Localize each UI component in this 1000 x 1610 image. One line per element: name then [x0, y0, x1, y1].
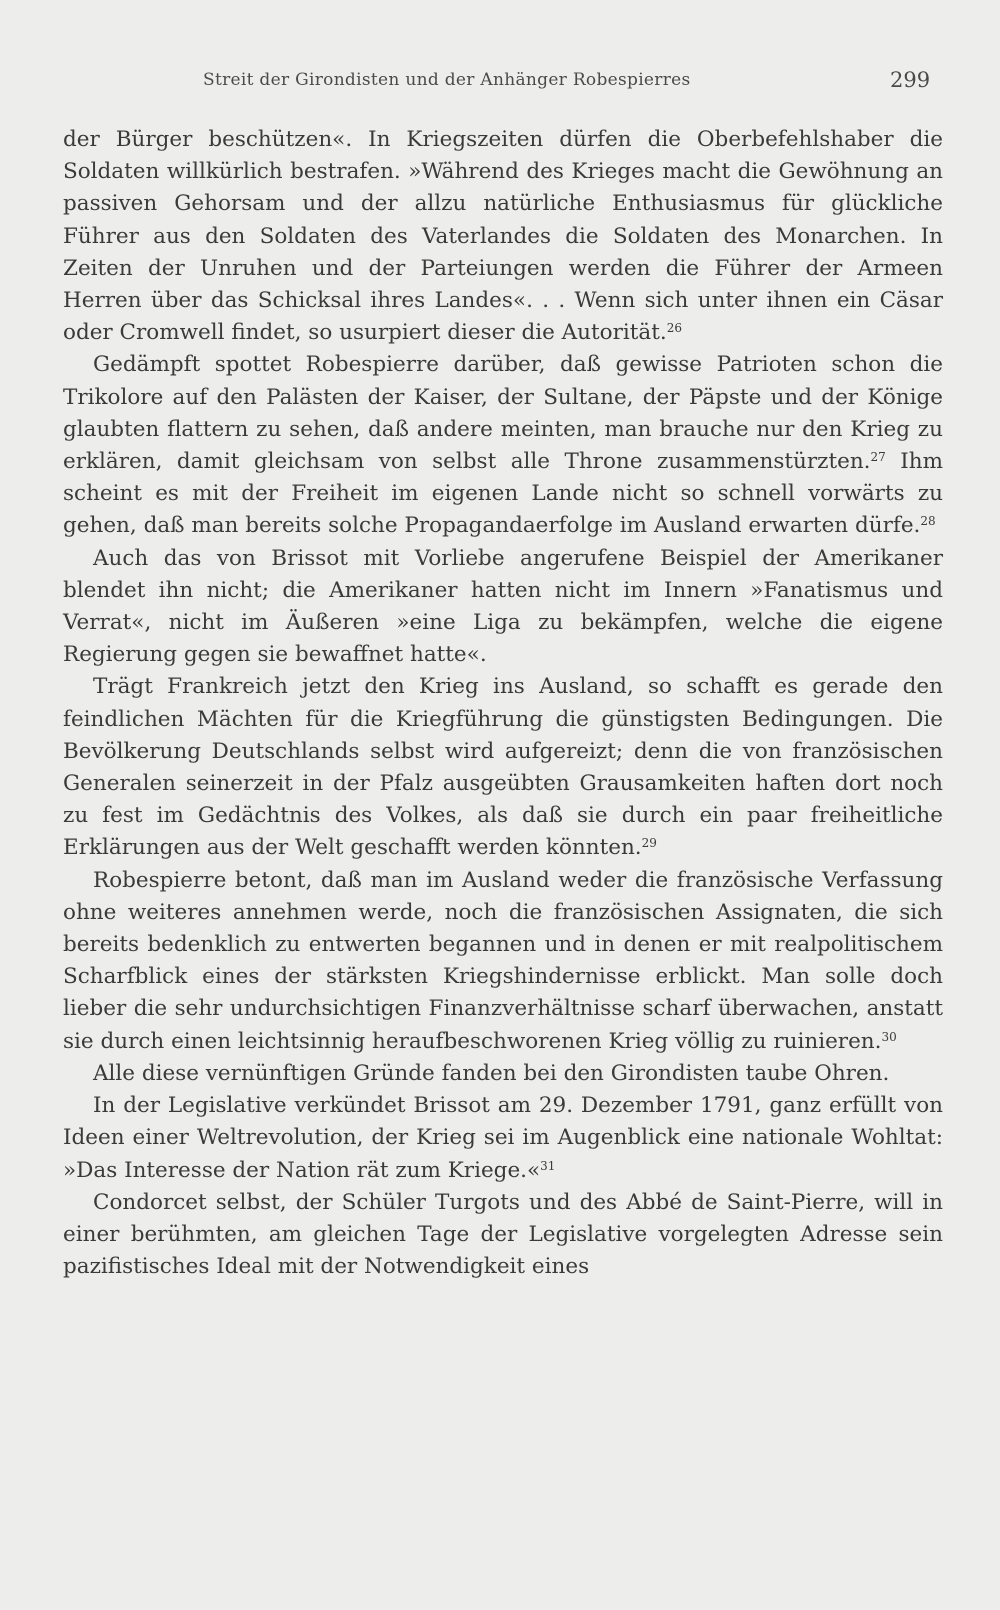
footnote-ref: 30	[881, 1029, 897, 1044]
body-text	[63, 124, 943, 1283]
page-number: 299	[890, 68, 931, 92]
paragraph-text: Condorcet selbst, der Schüler Turgots und des Abbé de Saint-Pierre, will in einer berühmten, am gleichen Tage der Legislative vorgelegten Adresse sein pazifistisches Ideal mit der Notwendigkeit eines	[63, 1189, 943, 1280]
paragraph-text: der Bürger beschützen«. In Kriegszeiten dürfen die Oberbefehlshaber die Soldaten willkürlich bestrafen. »Während des Krieges macht die Gewöhnung an passiven Gehorsam und der allzu natürliche Enthusiasmus für glückliche Führer aus den Soldaten des Vaterlandes die Soldaten des Monarchen. In Zeiten der Unruhen und der Parteiungen werden die Führer der Armeen Herren über das Schicksal ihres Landes«. . . Wenn sich unter ihnen ein Cäsar oder Cromwell findet, so usurpiert dieser die Autorität.	[63, 127, 943, 346]
paragraph-5	[63, 865, 943, 1058]
paragraph-3	[63, 543, 943, 672]
paragraph-8	[63, 1187, 943, 1284]
paragraph-7	[63, 1090, 943, 1187]
footnote-ref: 28	[920, 514, 936, 529]
paragraph-text: In der Legislative verkündet Brissot am 29. Dezember 1791, ganz erfüllt von Ideen einer Weltrevolution, der Krieg sei im Augenblick eine nationale Wohltat: »Das Interesse der Nation rät zum Kriege.«	[63, 1093, 943, 1183]
paragraph-text: Alle diese vernünftigen Gründe fanden bei den Girondisten taube Ohren.	[93, 1060, 890, 1086]
footnote-ref: 26	[666, 321, 682, 336]
paragraph-text: Trägt Frankreich jetzt den Krieg ins Ausland, so schafft es gerade den feindlichen Mächten für die Kriegführung die günstigsten Bedingungen. Die Bevölkerung Deutschlands selbst wird aufgereizt; denn die von französischen Generalen seinerzeit in der Pfalz ausgeübten Grausamkeiten haften dort noch zu fest im Gedächtnis des Volkes, als daß sie durch ein paar freiheitliche Erklärungen aus der Welt geschafft werden könnten.	[63, 674, 943, 861]
paragraph-text: Auch das von Brissot mit Vorliebe angerufene Beispiel der Amerikaner blendet ihn nicht; die Amerikaner hatten nicht im Innern »Fanatismus und Verrat«, nicht im Äußeren »eine Liga zu bekämpfen, welche die eigene Regierung gegen sie bewaffnet hatte«.	[63, 545, 943, 668]
footnote-ref: 29	[641, 836, 657, 851]
paragraph-1	[63, 124, 943, 349]
paragraph-text: Robespierre betont, daß man im Ausland weder die französische Verfassung ohne weiteres annehmen werde, noch die französischen Assignaten, die sich bereits bedenklich zu entwerten begannen und in denen er mit realpolitischem Scharfblick eines der stärksten Kriegshindernisse erblickt. Man solle doch lieber die sehr undurchsichtigen Finanzverhältnisse scharf überwachen, anstatt sie durch einen leichtsinnig heraufbeschworenen Krieg völlig zu ruinieren.	[63, 867, 943, 1054]
paragraph-text: Gedämpft spottet Robespierre darüber, daß gewisse Patrioten schon die Trikolore auf den Palästen der Kaiser, der Sultane, der Päpste und der Könige glaubten flattern zu sehen, daß andere meinten, man brauche nur den Krieg zu erklären, damit gleichsam von selbst alle Throne zusammenstürzten.	[63, 352, 943, 475]
running-head: Streit der Girondisten und der Anhänger Robespierres	[203, 70, 691, 90]
page-header	[0, 68, 1000, 98]
paragraph-2	[63, 349, 943, 542]
paragraph-6	[63, 1058, 943, 1090]
footnote-ref: 31	[540, 1158, 556, 1173]
footnote-ref: 27	[870, 450, 886, 465]
paragraph-text: Ihm scheint es mit der Freiheit im eigenen Lande nicht so schnell vorwärts zu gehen, daß man bereits solche Propagandaerfolge im Ausland erwarten dürfe.	[63, 449, 943, 539]
paragraph-4	[63, 671, 943, 864]
